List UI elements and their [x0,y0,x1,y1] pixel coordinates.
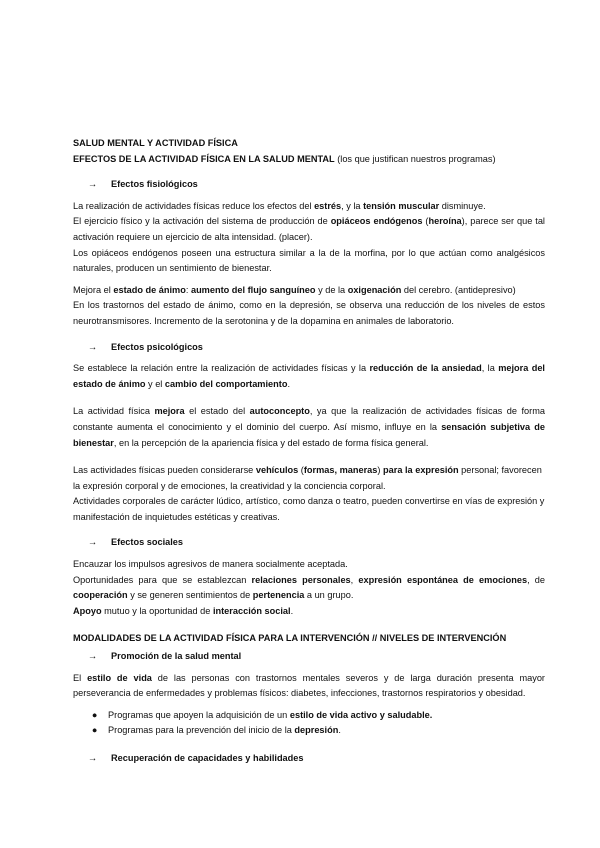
paragraph: Las actividades físicas pueden considerarse vehículos (formas, maneras) para la expresión personal; favorecen la expresión corporal y de emociones, la creatividad y la conciencia corporal. [73,465,542,491]
heading-efectos-fisiologicos: → Efectos fisiológicos [73,177,545,193]
list-item: ● Programas que apoyen la adquisición de un estilo de vida activo y saludable. [73,708,545,724]
section-title: MODALIDADES DE LA ACTIVIDAD FÍSICA PARA LA INTERVENCIÓN // NIVELES DE INTERVENCIÓN [73,633,507,644]
paragraph: Actividades corporales de carácter lúdico, artístico, como danza o teatro, pueden convertirse en vías de expresión y manifestación de inquietudes estéticas y creativas. [73,496,545,522]
paragraph: Apoyo mutuo y la oportunidad de interacción social. [73,605,294,616]
heading-efectos-sociales: → Efectos sociales [73,535,545,551]
bullet-icon: ● [91,709,98,720]
list-item: ● Programas para la prevención del inicio de la depresión. [73,723,545,739]
arrow-right-icon: → [87,179,98,190]
arrow-right-icon: → [87,341,98,352]
paragraph: Se establece la relación entre la realización de actividades físicas y la reducción de la ansiedad, la mejora del estado de ánimo y el cambio del comportamiento. [73,363,545,389]
arrow-right-icon: → [87,537,98,548]
paragraph: Los opiáceos endógenos poseen una estructura similar a la de la morfina, por lo que actúan como analgésicos naturales, producen un sentimiento de bienestar. [73,247,545,274]
document-title: SALUD MENTAL Y ACTIVIDAD FÍSICA [73,138,238,148]
paragraph: La realización de actividades físicas reduce los efectos del estrés, y la tensión muscular disminuye. [73,200,486,211]
document-body [73,136,545,767]
paragraph: En los trastornos del estado de ánimo, como en la depresión, se observa una reducción de los niveles de estos neurotransmisores. Incremento de la serotonina y de la dopamina en animales de laboratorio. [73,300,545,326]
heading-efectos-psicologicos: → Efectos psicológicos [73,340,545,356]
arrow-right-icon: → [87,651,98,662]
arrow-right-icon: → [87,753,98,763]
heading-promocion: → Promoción de la salud mental [73,649,545,665]
paragraph: El estilo de vida de las personas con trastornos mentales severos y de larga duración presenta mayor perseverancia de enfermedades y problemas físicos: diabetes, infecciones, trastornos respiratorios y obesidad. [73,672,545,699]
bullet-icon: ● [91,725,98,736]
section-title: EFECTOS DE LA ACTIVIDAD FÍSICA EN LA SALUD MENTAL (los que justifican nuestros programas) [73,153,496,164]
paragraph: La actividad física mejora el estado del autoconcepto, ya que la realización de actividades físicas de forma constante aumenta el conocimiento y el dominio del cuerpo. Así mismo, influye en la sensación subjetiva de bienestar, en la percepción de la apariencia física y del estado de forma física general. [73,406,545,448]
paragraph: Encauzar los impulsos agresivos de manera socialmente aceptada. [73,559,348,570]
paragraph: El ejercicio físico y la activación del sistema de producción de opiáceos endógenos (heroína), parece ser que tal activación requiere un ejercicio de alta intensidad. (placer). [73,216,545,242]
paragraph: Oportunidades para que se establezcan relaciones personales, expresión espontánea de emociones, de cooperación y se generen sentimientos de pertenencia a un grupo. [73,574,545,601]
heading-recuperacion: → Recuperación de capacidades y habilidades [73,751,545,767]
paragraph: Mejora el estado de ánimo: aumento del flujo sanguíneo y de la oxigenación del cerebro. (antidepresivo) [73,284,516,295]
